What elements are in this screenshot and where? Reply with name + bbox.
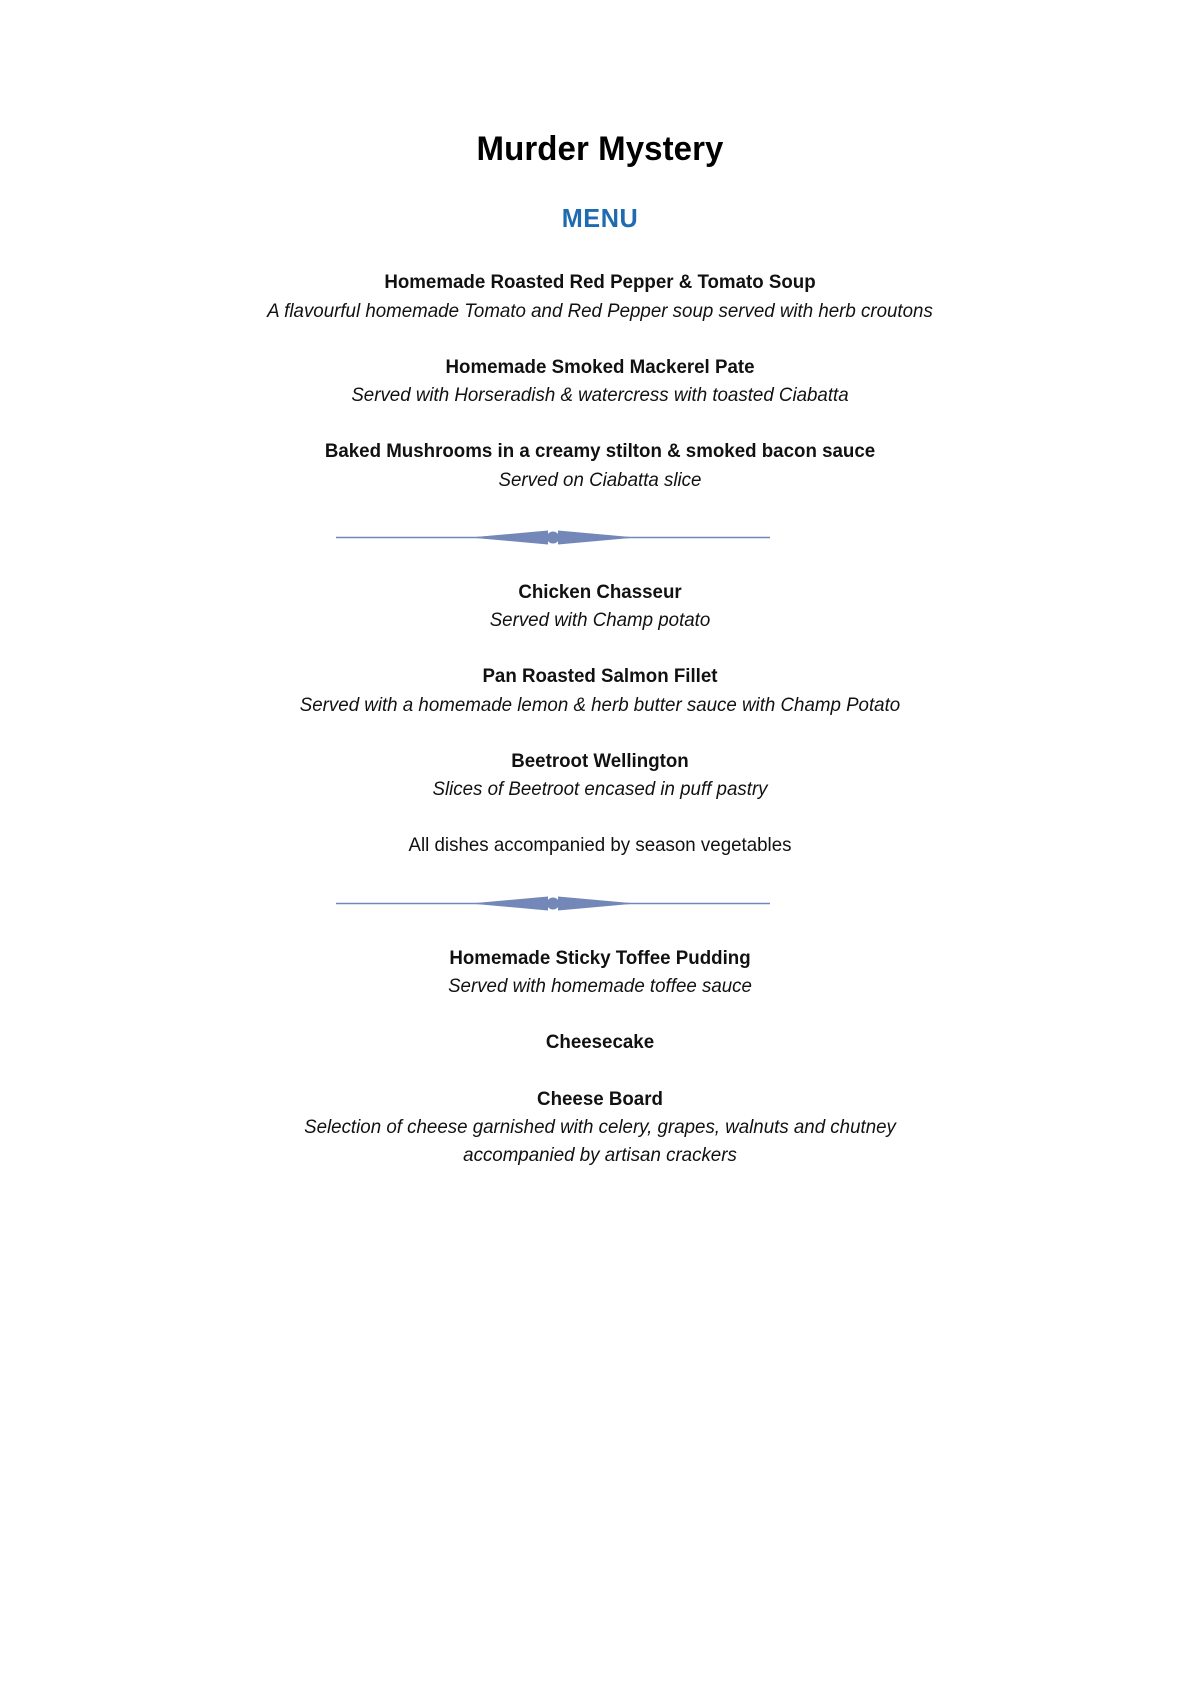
menu-item bbox=[0, 578, 1200, 635]
dish-description: Served on Ciabatta slice bbox=[498, 468, 702, 491]
dish-description: Served with Horseradish & watercress with toasted Ciabatta bbox=[351, 384, 849, 407]
dish-name: Baked Mushrooms in a creamy stilton & smoked bacon sauce bbox=[324, 440, 876, 463]
spacer bbox=[0, 916, 1200, 944]
dish-name: Beetroot Wellington bbox=[511, 749, 689, 772]
menu-item bbox=[0, 944, 1200, 1001]
course-note: All dishes accompanied by season vegetables bbox=[408, 834, 792, 857]
dish-description: Slices of Beetroot encased in puff pastry bbox=[432, 778, 768, 801]
dish-description: Served with Champ potato bbox=[489, 609, 711, 632]
dish-name: Homemade Roasted Red Pepper & Tomato Soup bbox=[384, 271, 816, 294]
dish-name: Homemade Sticky Toffee Pudding bbox=[449, 946, 751, 969]
course-desserts bbox=[0, 944, 1200, 1170]
diamond-ornament-divider-icon bbox=[0, 520, 1200, 550]
menu-item bbox=[0, 1028, 1200, 1056]
menu-item bbox=[0, 1085, 1200, 1170]
dish-name: Chicken Chasseur bbox=[518, 580, 682, 603]
dish-description: A flavourful homemade Tomato and Red Pepper soup served with herb croutons bbox=[267, 299, 933, 322]
diamond-ornament-divider-icon bbox=[0, 886, 1200, 916]
menu-item bbox=[0, 353, 1200, 410]
dish-description: Selection of cheese garnished with celery, grapes, walnuts and chutney bbox=[304, 1115, 896, 1138]
dish-name: Cheesecake bbox=[545, 1031, 655, 1054]
dish-description: Served with a homemade lemon & herb butter sauce with Champ Potato bbox=[299, 693, 901, 716]
course-starters bbox=[0, 268, 1200, 494]
dish-description-continued: accompanied by artisan crackers bbox=[463, 1144, 737, 1167]
menu-item bbox=[0, 747, 1200, 804]
menu-item bbox=[0, 662, 1200, 719]
dish-name: Homemade Smoked Mackerel Pate bbox=[445, 355, 755, 378]
menu-subtitle: MENU bbox=[561, 203, 639, 234]
menu-item bbox=[0, 437, 1200, 494]
course-mains bbox=[0, 578, 1200, 860]
page-title: Murder Mystery bbox=[476, 130, 724, 168]
spacer bbox=[0, 494, 1200, 520]
menu-item bbox=[0, 268, 1200, 325]
dish-name: Cheese Board bbox=[537, 1087, 663, 1110]
dish-name: Pan Roasted Salmon Fillet bbox=[482, 665, 718, 688]
spacer bbox=[0, 860, 1200, 886]
spacer bbox=[0, 550, 1200, 578]
dish-description: Served with homemade toffee sauce bbox=[448, 975, 752, 997]
